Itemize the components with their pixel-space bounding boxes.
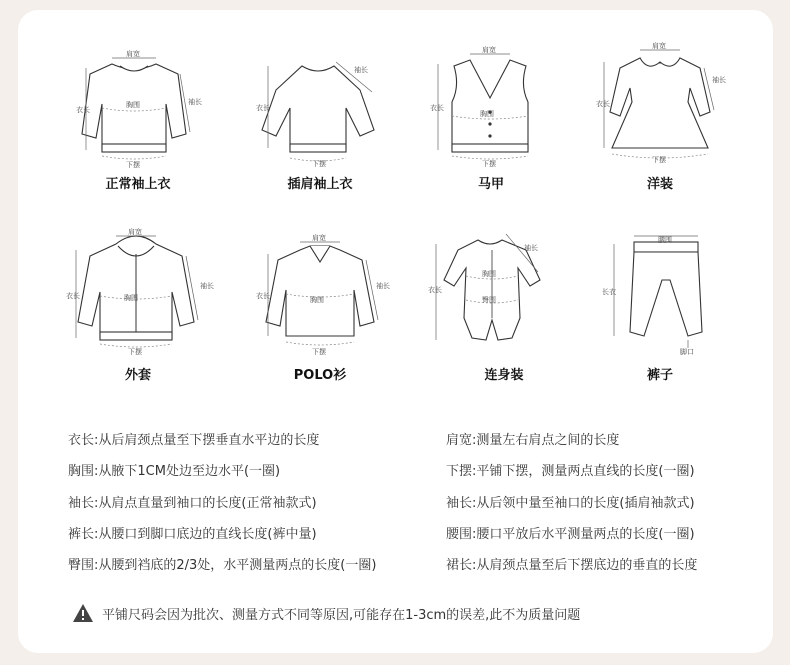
sleeve-label: 袖长: [524, 244, 538, 252]
def-right-3: 袖长:从后领中量至袖口的长度(插肩袖款式): [446, 496, 695, 511]
garment-vest: [430, 42, 550, 168]
def-right-5: 裙长:从肩颈点量至后下摆底边的垂直的长度: [446, 558, 698, 573]
garment-polo: [250, 232, 390, 356]
garment-name: 外套: [124, 368, 151, 383]
def-right-2: 下摆:平铺下摆，测量两点直线的长度(一圈): [446, 464, 695, 479]
garment-romper: [428, 228, 568, 356]
chest-label: 胸围: [482, 270, 496, 278]
hip-label: 臀围: [482, 296, 496, 304]
garment-name: 裤子: [646, 368, 673, 383]
garment-pants: [598, 232, 718, 356]
sleeve-label: 袖长: [354, 66, 368, 74]
sleeve-label: 袖长: [712, 76, 726, 84]
shoulder-label: 肩宽: [482, 46, 496, 54]
garment-jacket: [66, 226, 216, 356]
def-right-4: 腰围:腰口平放后水平测量两点的长度(一圈): [446, 527, 695, 542]
length-label: 衣长: [76, 106, 90, 114]
notice: [72, 603, 580, 623]
garment-name: 插肩袖上衣: [287, 177, 353, 192]
sleeve-label: 袖长: [376, 282, 390, 290]
chest-label: 胸围: [126, 101, 140, 109]
length-label: 衣长: [66, 292, 80, 300]
hem-label: 下摆: [652, 156, 666, 164]
garment-regular-sleeve-top: [68, 44, 208, 169]
garment-name: 洋装: [646, 177, 673, 192]
length-label: 长衣: [602, 288, 616, 296]
def-left-1: 衣长:从后肩颈点量至下摆垂直水平边的长度: [68, 433, 320, 448]
sleeve-label: 袖长: [200, 282, 214, 290]
garment-name: 正常袖上衣: [105, 177, 171, 192]
hem-label: 下摆: [128, 348, 142, 356]
shoulder-label: 肩宽: [126, 50, 140, 58]
length-label: 衣长: [430, 104, 444, 112]
chest-label: 胸围: [480, 110, 494, 118]
chest-label: 胸围: [310, 296, 324, 304]
garment-name: 连身装: [484, 368, 524, 383]
hem-label: 下摆: [312, 348, 326, 356]
cuff-label: 脚口: [680, 348, 694, 356]
hem-label: 下摆: [312, 160, 326, 168]
shoulder-label: 肩宽: [652, 42, 666, 50]
garment-name: 马甲: [477, 177, 504, 192]
garment-dress: [596, 42, 724, 166]
def-right-1: 肩宽:测量左右肩点之间的长度: [446, 433, 620, 448]
notice-text: 平铺尺码会因为批次、测量方式不同等原因,可能存在1-3cm的误差,此不为质量问题: [102, 607, 581, 623]
shoulder-label: 肩宽: [128, 228, 142, 236]
warning-icon: [72, 603, 94, 623]
sleeve-label: 袖长: [188, 98, 202, 106]
waist-label: 腰围: [658, 236, 672, 244]
length-label: 衣长: [256, 292, 270, 300]
garment-name: POLO衫: [293, 368, 347, 383]
length-label: 衣长: [428, 286, 442, 294]
def-left-4: 裤长:从腰口到脚口底边的直线长度(裤中量): [68, 527, 317, 542]
shoulder-label: 肩宽: [312, 234, 326, 242]
chest-label: 胸围: [124, 294, 138, 302]
hem-label: 下摆: [482, 160, 496, 168]
def-left-3: 袖长:从肩点直量到袖口的长度(正常袖款式): [68, 496, 317, 511]
length-label: 衣长: [596, 100, 610, 108]
def-left-2: 胸围:从腋下1CM处边至边水平(一圈): [68, 464, 281, 479]
def-left-5: 臀围:从腰到裆底的2/3处，水平测量两点的长度(一圈): [68, 558, 377, 573]
length-label: 衣长: [256, 104, 270, 112]
hem-label: 下摆: [126, 161, 140, 169]
garment-raglan-top: [250, 50, 390, 168]
